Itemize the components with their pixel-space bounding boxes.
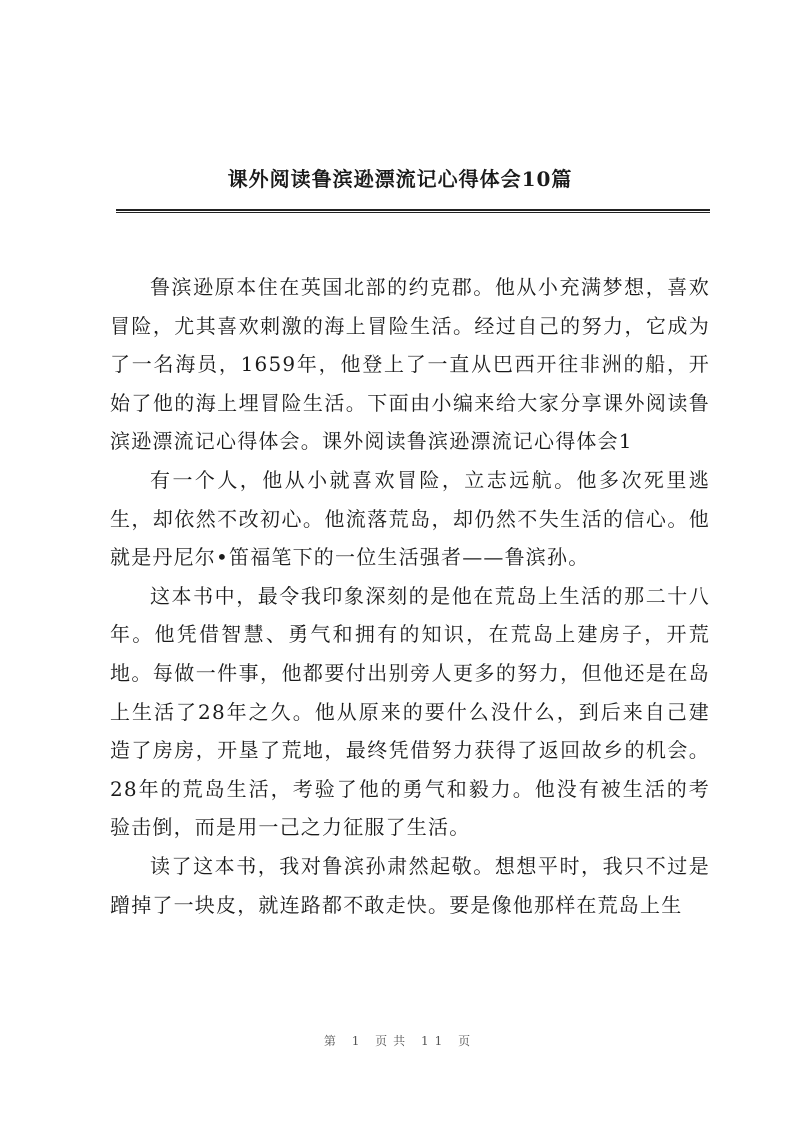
paragraph: 读了这本书，我对鲁滨孙肃然起敬。想想平时，我只不过是蹭掉了一块皮，就连路都不敢走快。要是像他那样在荒岛上生 xyxy=(110,853,710,917)
paragraph: 鲁滨逊原本住在英国北部的约克郡。他从小充满梦想，喜欢冒险，尤其喜欢刺激的海上冒险生活。经过自己的努力，它成为了一名海员，1659年，他登上了一直从巴西开往非洲的船，开始了他的海上埋冒险生活。下面由小编来给大家分享课外阅读鲁滨逊漂流记心得体会。课外阅读鲁滨逊漂流记心得体会1 xyxy=(110,275,710,454)
page-number-footer: 第 1 页共 11 页 xyxy=(323,1034,477,1048)
document-body xyxy=(110,268,710,924)
document-title: 课外阅读鲁滨逊漂流记心得体会10篇 xyxy=(227,167,573,191)
paragraph: 这本书中，最令我印象深刻的是他在荒岛上生活的那二十八年。他凭借智慧、勇气和拥有的知识，在荒岛上建房子，开荒地。每做一件事，他都要付出别旁人更多的努力，但他还是在岛上生活了28年之久。他从原来的要什么没什么，到后来自己建造了房房，开垦了荒地，最终凭借努力获得了返回故乡的机会。28年的荒岛生活，考验了他的勇气和毅力。他没有被生活的考验击倒，而是用一己之力征服了生活。 xyxy=(110,583,710,840)
paragraph: 有一个人，他从小就喜欢冒险，立志远航。他多次死里逃生，却依然不改初心。他流落荒岛，却仍然不失生活的信心。他就是丹尼尔•笛福笔下的一位生活强者——鲁滨孙。 xyxy=(110,467,710,570)
title-divider xyxy=(116,209,710,213)
